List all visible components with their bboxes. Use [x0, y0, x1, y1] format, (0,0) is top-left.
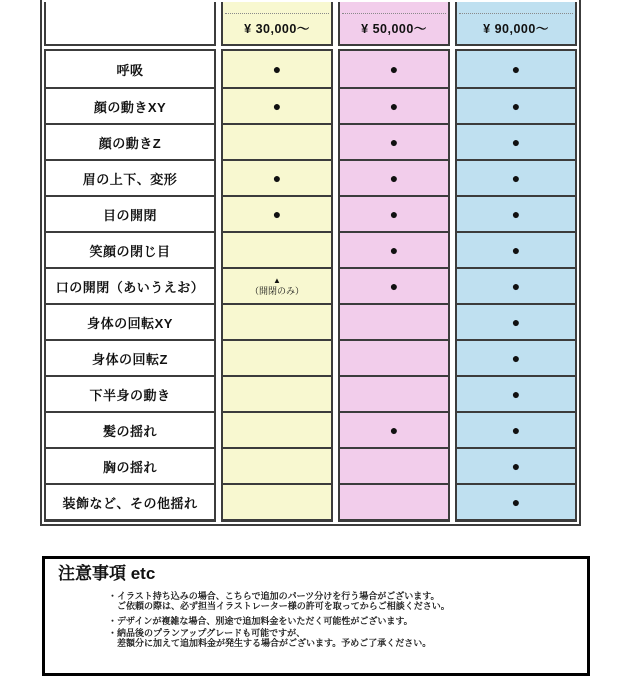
included-dot-icon: ●: [389, 278, 399, 294]
plan-feature-cell: [340, 447, 448, 483]
notes-title: 注意事項 etc: [58, 564, 156, 583]
feature-label-cell: 顔の動きXY: [46, 87, 214, 123]
included-dot-icon: ●: [389, 61, 399, 77]
plan-feature-cell: [340, 375, 448, 411]
plan-feature-cell: [223, 411, 331, 447]
plan-feature-cell: [223, 51, 331, 87]
plan-column: [338, 2, 450, 522]
plan-feature-cell: [340, 339, 448, 375]
plan-feature-cell: [457, 447, 575, 483]
feature-label-cell: 装飾など、その他揺れ: [46, 483, 214, 519]
partial-note-label: （開閉のみ）: [249, 286, 304, 296]
included-dot-icon: ●: [511, 61, 521, 77]
plan-feature-cell: [457, 51, 575, 87]
plan-feature-cell: [223, 87, 331, 123]
feature-label-cell: 眉の上下、変形: [46, 159, 214, 195]
included-dot-icon: ●: [272, 170, 282, 186]
feature-label-cell: 髪の揺れ: [46, 411, 214, 447]
plan-feature-cell: [223, 195, 331, 231]
table-corner-cell: [44, 2, 216, 46]
included-dot-icon: ●: [511, 242, 521, 258]
plan-column-body: [221, 49, 333, 522]
partial-triangle-icon: ▲: [273, 276, 281, 285]
plan-feature-cell: [223, 339, 331, 375]
note-line: 差額分に加えて追加料金が発生する場合がございます。予めご了承ください。: [108, 638, 432, 648]
plan-feature-cell: [223, 231, 331, 267]
plan-feature-cell: [457, 483, 575, 519]
note-line: ・デザインが複雑な場合、別途で追加料金をいただく可能性がございます。: [108, 616, 413, 626]
plan-column: [221, 2, 333, 522]
feature-label-cell: 呼吸: [46, 51, 214, 87]
plan-feature-cell: [340, 411, 448, 447]
note-line: ・納品後のプランアップグレードも可能ですが、: [108, 628, 306, 638]
included-dot-icon: ●: [511, 422, 521, 438]
plan-feature-cell: [223, 123, 331, 159]
feature-label-cell: 顔の動きZ: [46, 123, 214, 159]
plan-feature-cell: [340, 123, 448, 159]
plan-feature-cell: [457, 195, 575, 231]
included-dot-icon: ●: [511, 350, 521, 366]
plan-price-cell: [455, 2, 577, 46]
plan-header-divider: [225, 13, 329, 14]
plan-header-divider: [459, 13, 573, 14]
plan-feature-cell: [457, 339, 575, 375]
plan-feature-cell: [457, 123, 575, 159]
feature-label-cell: 胸の揺れ: [46, 447, 214, 483]
plan-feature-cell: [223, 159, 331, 195]
plan-price-label: ¥ 30,000～: [244, 22, 310, 36]
feature-label-body: [44, 49, 216, 522]
note-item: [108, 628, 587, 648]
plan-feature-cell: [223, 303, 331, 339]
included-dot-icon: ●: [511, 314, 521, 330]
plan-column-body: [338, 49, 450, 522]
plan-header-divider: [342, 13, 446, 14]
included-dot-icon: ●: [511, 494, 521, 510]
feature-label-cell: 下半身の動き: [46, 375, 214, 411]
feature-label-cell: 身体の回転XY: [46, 303, 214, 339]
plan-feature-cell: [340, 303, 448, 339]
plan-feature-cell: [457, 159, 575, 195]
feature-label-cell: 身体の回転Z: [46, 339, 214, 375]
plan-price-label: ¥ 90,000～: [483, 22, 549, 36]
plan-price-cell: [221, 2, 333, 46]
plan-price-label: ¥ 50,000～: [361, 22, 427, 36]
included-dot-icon: ●: [511, 98, 521, 114]
plan-feature-cell: [457, 267, 575, 303]
note-item: [108, 616, 587, 626]
plan-feature-cell: [340, 267, 448, 303]
plan-feature-cell: [340, 87, 448, 123]
plan-feature-cell: [223, 267, 331, 303]
plan-feature-cell: [457, 411, 575, 447]
included-dot-icon: ●: [389, 98, 399, 114]
included-dot-icon: ●: [389, 170, 399, 186]
included-dot-icon: ●: [272, 206, 282, 222]
included-dot-icon: ●: [511, 170, 521, 186]
feature-label-cell: 笑顔の閉じ目: [46, 231, 214, 267]
plan-feature-cell: [340, 483, 448, 519]
plan-feature-cell: [340, 159, 448, 195]
included-dot-icon: ●: [511, 134, 521, 150]
note-item: [108, 591, 587, 611]
feature-label-column: [44, 2, 216, 522]
plan-comparison-table: [40, 0, 581, 526]
plan-feature-cell: [223, 375, 331, 411]
plan-column-body: [455, 49, 577, 522]
plan-feature-cell: [340, 51, 448, 87]
included-dot-icon: ●: [389, 206, 399, 222]
plan-feature-cell: [340, 195, 448, 231]
included-dot-icon: ●: [272, 98, 282, 114]
included-dot-icon: ●: [511, 386, 521, 402]
notes-box: [42, 556, 590, 676]
plan-feature-cell: [457, 87, 575, 123]
feature-label-cell: 口の開閉（あいうえお）: [46, 267, 214, 303]
included-dot-icon: ●: [511, 206, 521, 222]
included-dot-icon: ●: [511, 278, 521, 294]
plan-column: [455, 2, 577, 522]
included-dot-icon: ●: [511, 458, 521, 474]
note-line: ・イラスト持ち込みの場合、こちらで追加のパーツ分けを行う場合がございます。: [108, 591, 440, 601]
included-dot-icon: ●: [272, 61, 282, 77]
plan-feature-cell: [457, 231, 575, 267]
plan-feature-cell: [457, 303, 575, 339]
plan-feature-cell: [457, 375, 575, 411]
plan-feature-cell: [340, 231, 448, 267]
plan-feature-cell: [223, 447, 331, 483]
feature-label-cell: 目の開閉: [46, 195, 214, 231]
notes-list: [45, 591, 587, 648]
included-dot-icon: ●: [389, 242, 399, 258]
included-dot-icon: ●: [389, 134, 399, 150]
included-dot-icon: ●: [389, 422, 399, 438]
plan-feature-cell: [223, 483, 331, 519]
plan-price-cell: [338, 2, 450, 46]
note-line: ご依頼の際は、必ず担当イラストレーター様の許可を取ってからご相談ください。: [108, 601, 450, 611]
